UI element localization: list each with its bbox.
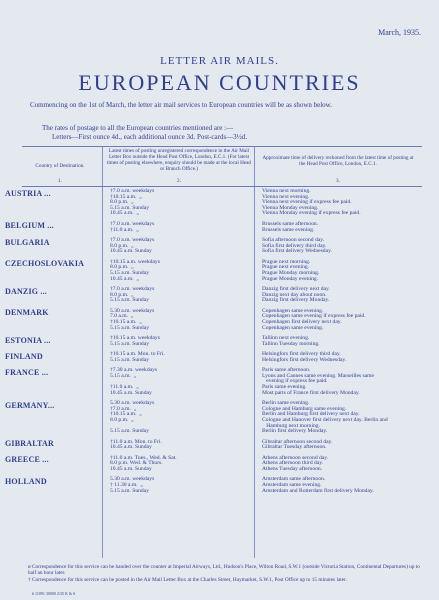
delivery-time: Copenhagen same evening. <box>262 307 324 314</box>
delivery-time: Athens Tuesday afternoon. <box>262 465 323 472</box>
posting-time: †10.15 a.m. „ <box>110 318 142 325</box>
country-name: BELGIUM ... <box>5 221 54 231</box>
country-name: FRANCE ... <box>5 367 49 377</box>
column-divider <box>254 146 255 558</box>
country-name: HOLLAND <box>5 476 47 486</box>
delivery-time: Sofia first delivery Wednesday. <box>262 248 332 255</box>
delivery-time: Cologne and Hamburg same evening. <box>262 405 347 412</box>
delivery-time: Gibraltar Tuesday afternoon. <box>262 444 327 451</box>
posting-time: 10.45 a.m. Sunday <box>110 444 152 451</box>
posting-time: †10.15 a.m. weekdays <box>110 258 160 265</box>
country-name: CZECHOSLOVAKIA <box>5 259 85 269</box>
posting-time: †11.0 a.m. Tues., Wed. & Sat. <box>110 454 177 461</box>
delivery-time: Gibraltar afternoon second day. <box>262 438 333 445</box>
delivery-time: Athens afternoon third day. <box>262 460 324 467</box>
delivery-time: Danzig first delivery Monday. <box>262 297 330 304</box>
posting-time: 5.30 a.m. weekdays <box>110 476 155 483</box>
delivery-time: Prague next morning. <box>262 258 311 265</box>
delivery-time: Prague next evening. <box>262 264 310 271</box>
header-country: Country of Destination. <box>35 163 85 169</box>
posting-time: 8.0 p.m. „ <box>110 264 134 271</box>
delivery-time: Tallinn next evening. <box>262 335 310 341</box>
country-name: GIBRALTAR <box>5 439 54 449</box>
posting-time: †11.0 a.m. „ <box>110 384 139 390</box>
table-top-rule <box>22 146 422 147</box>
document-date: March, 1935. <box>378 28 421 37</box>
header-posting-times-number: 2. <box>177 178 181 184</box>
printer-code: # 11091 30000 2/35 K & S <box>32 591 76 596</box>
country-name: GERMANY... <box>5 400 55 410</box>
country-name: DENMARK <box>5 308 49 318</box>
header-country-number: 1. <box>58 178 62 184</box>
intro-paragraph: Commencing on the 1st of March, the letter air mail services to European countries will be as shown below. <box>30 101 333 109</box>
country-name: FINLAND <box>5 351 43 361</box>
posting-time: †7.0 a.m. weekdays <box>110 237 155 243</box>
footnote-counter: ø Correspondence for this service can be handed over the counter at Imperial Airways, Ltd., Hudson's Place, Wilton Road, S.W.1 (outside Victoria Station, Continental Departures) up to half an hour later. <box>28 564 420 577</box>
delivery-time: Vienna next evening. <box>262 193 310 200</box>
delivery-time: Amsterdam and Rotterdam first delivery Monday. <box>262 487 374 494</box>
posting-time: 8.0 p.m. „ <box>110 291 134 298</box>
rates-line: The rates of postage to all the European countries mentioned are :— <box>42 124 234 132</box>
delivery-time: Hamburg next morning. <box>262 422 321 429</box>
delivery-time: Athens afternoon second day. <box>262 454 329 461</box>
delivery-time: Helsingfors first delivery third day. <box>262 351 341 358</box>
posting-time: 10.45 a.m. Sunday <box>110 465 152 472</box>
delivery-time: evening if express fee paid. <box>262 378 328 385</box>
delivery-time: Brussels same afternoon. <box>262 220 319 227</box>
delivery-time: Copenhagen same evening. <box>262 324 324 331</box>
delivery-time: Berlin same evening. <box>262 400 310 407</box>
footnote-letter-box: † Correspondence for this service can be posted in the Air Mail Letter Box at the Charles Street, Haymarket, S.W.1, Post Office up to 15 minutes later. <box>28 576 347 583</box>
posting-time: 7.0 a.m. „ <box>110 313 134 320</box>
delivery-time: Copenhagen first delivery next day. <box>262 318 342 325</box>
posting-time: 5.30 a.m. weekdays <box>110 307 155 314</box>
posting-time: †10.15 a.m. „ <box>110 193 142 200</box>
delivery-time: Copenhagen same evening if express fee paid. <box>262 313 366 320</box>
posting-time: 5.15 a.m. Sunday <box>110 356 149 363</box>
header-posting-times: Latest times of posting unregistered correspondence in the Air Mail Letter Box outside the Head Post Office, London, E.C.1. (For latest times of posting elsewhere, enquiry should be made at the local Head or Branch Office.) <box>106 148 252 172</box>
delivery-time: Vienna Monday evening. <box>262 204 319 211</box>
posting-time: †11.0 a.m. „ <box>110 226 139 233</box>
delivery-time: Amsterdam same evening. <box>262 482 322 488</box>
posting-time: †10.15 a.m. „ <box>110 411 142 418</box>
document-subtitle: LETTER AIR MAILS. <box>160 55 279 67</box>
delivery-time: Sofia first delivery third day. <box>262 242 327 249</box>
delivery-time: Lyons and Cannes same evening. Marseilles same <box>262 372 375 379</box>
posting-time: †7.0 a.m. weekdays <box>110 220 155 227</box>
delivery-time: Most parts of France first delivery Monday. <box>262 389 360 396</box>
posting-time: †11.0 a.m. Mon. to Fri. <box>110 438 162 445</box>
posting-time: †10.15 a.m. weekdays <box>110 335 160 341</box>
delivery-time: Berlin first delivery Monday. <box>262 428 328 435</box>
posting-time: 5.15 a.m. „ <box>110 372 137 379</box>
posting-time: 5.15 a.m. Sunday <box>110 324 149 331</box>
posting-time: 5.15 a.m. Sunday <box>110 428 149 435</box>
posting-time: 5.15 a.m. Sunday <box>110 269 149 276</box>
country-name: GREECE ... <box>5 455 49 465</box>
header-delivery-number: 3. <box>336 178 340 184</box>
document-title: EUROPEAN COUNTRIES <box>78 70 361 95</box>
posting-time: †7.0 a.m. weekdays <box>110 286 155 292</box>
delivery-time: Berlin and Hamburg first delivery next day. <box>262 411 360 418</box>
delivery-time: Sofia afternoon second day. <box>262 237 325 243</box>
postage-rates: Letters—First ounce 4d., each additional ounce 3d. Post-cards—3½d. <box>52 133 248 141</box>
posting-time: 8.0 p.m. Wed. & Thurs. <box>110 460 163 467</box>
posting-time: 5.15 a.m. Sunday <box>110 204 149 211</box>
posting-time: † 11.30 a.m. „ <box>110 482 143 488</box>
delivery-time: Brussels same evening. <box>262 226 315 233</box>
header-bottom-rule <box>22 186 422 187</box>
delivery-time: Cologne and Hanover first delivery next day. Berlin and <box>262 416 388 423</box>
posting-time: 5.15 a.m. Sunday <box>110 297 149 304</box>
posting-time: 8.0 p.m. „ <box>110 416 134 423</box>
posting-time: 5.30 a.m. weekdays <box>110 400 155 407</box>
delivery-time: Vienna next evening if express fee paid. <box>262 199 352 206</box>
delivery-time: Paris same afternoon. <box>262 367 311 374</box>
posting-time: 10.45 a.m. „ <box>110 275 139 282</box>
header-delivery: Approximate time of delivery reckoned from the latest time of posting at the Head Post Office, London, E.C.1. <box>262 155 414 167</box>
footnotes <box>28 564 423 583</box>
posting-time: 8.0 p.m. „ <box>110 242 134 249</box>
country-name: BULGARIA <box>5 237 50 247</box>
delivery-time: Amsterdam same afternoon. <box>262 476 326 483</box>
country-name: AUSTRIA ... <box>5 188 51 198</box>
posting-time: †7.0 a.m. weekdays <box>110 188 155 194</box>
delivery-time: Prague Monday evening. <box>262 275 319 282</box>
posting-time: †10.15 a.m. Mon. to Fri. <box>110 351 165 358</box>
delivery-time: Danzig next day about noon. <box>262 291 327 298</box>
posting-time: 10.45 a.m. Sunday <box>110 389 152 396</box>
delivery-time: Danzig first delivery next day. <box>262 286 330 292</box>
posting-time: 10.45 a.m. Sunday <box>110 248 152 255</box>
delivery-time: Vienna next morning. <box>262 188 311 194</box>
posting-time: 10.45 a.m. „ <box>110 210 139 217</box>
country-name: DANZIG ... <box>5 286 48 296</box>
posting-time: †7.0 a.m. „ <box>110 405 137 412</box>
column-divider <box>102 146 103 558</box>
posting-time: 5.15 a.m. Sunday <box>110 487 149 494</box>
country-name: ESTONIA ... <box>5 335 51 345</box>
posting-time: †7.30 a.m. weekdays <box>110 367 158 374</box>
delivery-time: Tallinn Tuesday morning. <box>262 340 320 347</box>
delivery-time: Helsingfors first delivery Wednesday. <box>262 356 347 363</box>
posting-time: 5.15 a.m. Sunday <box>110 340 149 347</box>
delivery-time: Prague Monday morning. <box>262 269 320 276</box>
delivery-time: Paris same evening. <box>262 384 307 390</box>
delivery-time: Vienna Monday evening if express fee paid. <box>262 210 361 217</box>
posting-time: 8.0 p.m. „ <box>110 199 134 206</box>
